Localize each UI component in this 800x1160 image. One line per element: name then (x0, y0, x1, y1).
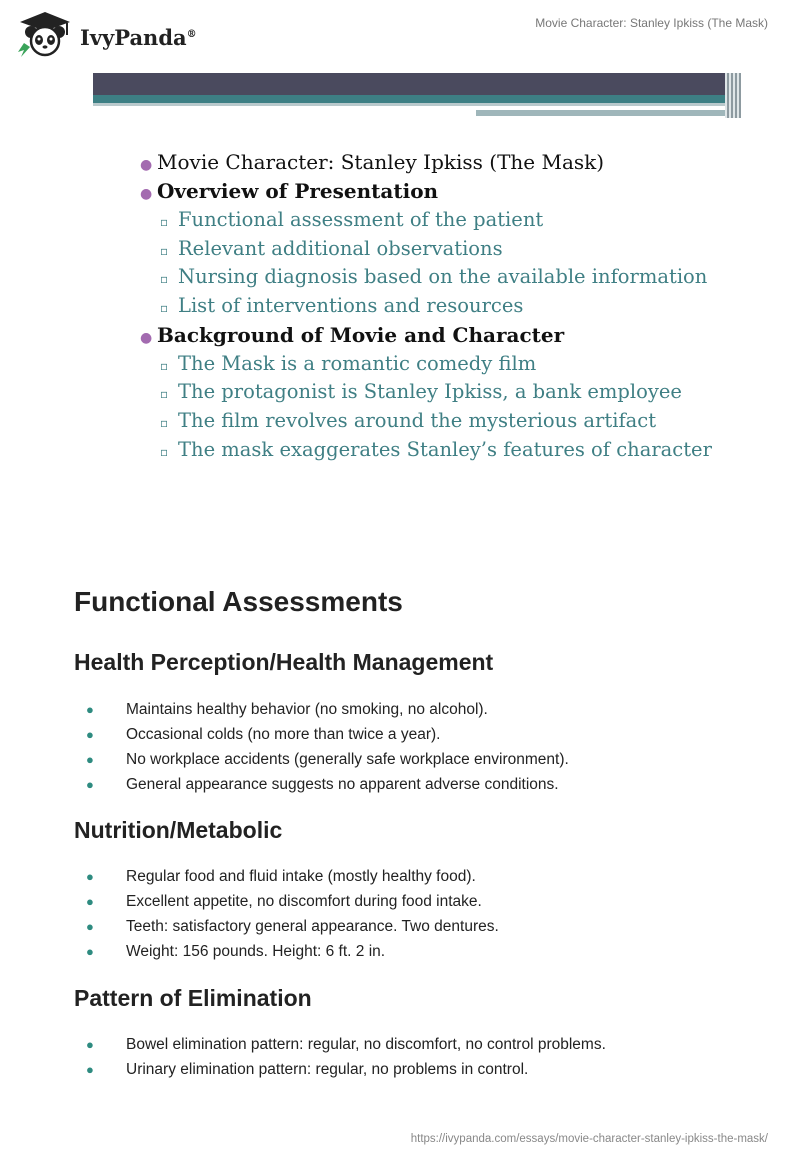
bullet-dot-icon: ● (86, 944, 94, 959)
slide-bullet: ● Overview of Presentation (140, 179, 439, 203)
section-title: Nutrition/Metabolic (74, 817, 283, 843)
bullet-dot-icon: ● (86, 702, 94, 717)
slide-subbullet: ▫ The film revolves around the mysterious artifact (160, 409, 657, 433)
section-title: Health Perception/Health Management (74, 649, 494, 675)
list-item: ● Regular food and fluid intake (mostly healthy food). (86, 867, 476, 885)
bullet-square-icon: ▫ (160, 215, 169, 229)
slide-subbullet: ▫ The mask exaggerates Stanley’s features of character (160, 437, 712, 461)
bullet-dot-icon: ● (86, 894, 94, 909)
page-heading: Functional Assessments (74, 586, 403, 617)
bullet-dot-icon: ● (140, 157, 153, 173)
list-item: ● Occasional colds (no more than twice a year). (86, 725, 441, 743)
bullet-dot-icon: ● (86, 777, 94, 792)
list-item: ● Maintains healthy behavior (no smoking, no alcohol). (86, 700, 488, 718)
slide-banner (93, 73, 741, 118)
list-item: ● General appearance suggests no apparent adverse conditions. (86, 775, 559, 793)
banner-dark-bar (93, 73, 741, 95)
ivypanda-logo[interactable] (14, 10, 197, 58)
panda-graduate-icon (14, 10, 76, 58)
list-item: ● No workplace accidents (generally safe workplace environment). (86, 750, 569, 768)
list-item: ● Weight: 156 pounds. Height: 6 ft. 2 in. (86, 942, 386, 960)
bullet-dot-icon: ● (140, 186, 153, 202)
slide-subbullet: ▫ Nursing diagnosis based on the available information (160, 265, 708, 289)
bullet-square-icon: ▫ (160, 301, 169, 316)
slide-subbullet: ▫ Functional assessment of the patient (160, 208, 544, 231)
bullet-dot-icon: ● (86, 869, 94, 884)
section-title: Pattern of Elimination (74, 985, 312, 1011)
slide-subbullet: ▫ The protagonist is Stanley Ipkiss, a bank employee (160, 380, 682, 404)
banner-thin-bar (476, 110, 741, 116)
document-title: Movie Character: Stanley Ipkiss (The Mask) (535, 16, 768, 30)
bullet-dot-icon: ● (86, 752, 94, 767)
list-item: ● Teeth: satisfactory general appearance. Two dentures. (86, 917, 499, 935)
slide-subbullet: ▫ Relevant additional observations (160, 236, 503, 260)
bullet-square-icon: ▫ (160, 387, 169, 402)
slide-outline (140, 150, 712, 467)
slide-bullet: ● Background of Movie and Character (140, 322, 565, 347)
section-list (86, 864, 499, 964)
slide-bullet: ● Movie Character: Stanley Ipkiss (The Mask) (140, 150, 605, 174)
section-list (86, 697, 569, 797)
list-item: ● Bowel elimination pattern: regular, no discomfort, no control problems. (86, 1035, 606, 1053)
bullet-dot-icon: ● (140, 329, 153, 346)
banner-light-bar (93, 103, 741, 106)
list-item: ● Excellent appetite, no discomfort during food intake. (86, 892, 482, 910)
slide-subbullet: ▫ List of interventions and resources (160, 294, 524, 318)
bullet-dot-icon: ● (86, 1037, 94, 1052)
bullet-dot-icon: ● (86, 727, 94, 742)
bullet-dot-icon: ● (86, 1062, 94, 1077)
source-url[interactable]: https://ivypanda.com/essays/movie-character-stanley-ipkiss-the-mask/ (410, 1133, 768, 1145)
bullet-square-icon: ▫ (160, 272, 169, 287)
banner-teal-bar (93, 95, 741, 103)
bullet-dot-icon: ● (86, 919, 94, 934)
slide-subbullet: ▫ The Mask is a romantic comedy film (160, 351, 537, 375)
bullet-square-icon: ▫ (160, 358, 169, 373)
banner-stripes (725, 73, 741, 118)
bullet-square-icon: ▫ (160, 416, 169, 431)
bullet-square-icon: ▫ (160, 243, 169, 258)
list-item: ● Urinary elimination pattern: regular, no problems in control. (86, 1060, 529, 1078)
section-list (86, 1032, 606, 1082)
bullet-square-icon: ▫ (160, 444, 169, 459)
logo-text: IvyPanda® (80, 24, 197, 50)
